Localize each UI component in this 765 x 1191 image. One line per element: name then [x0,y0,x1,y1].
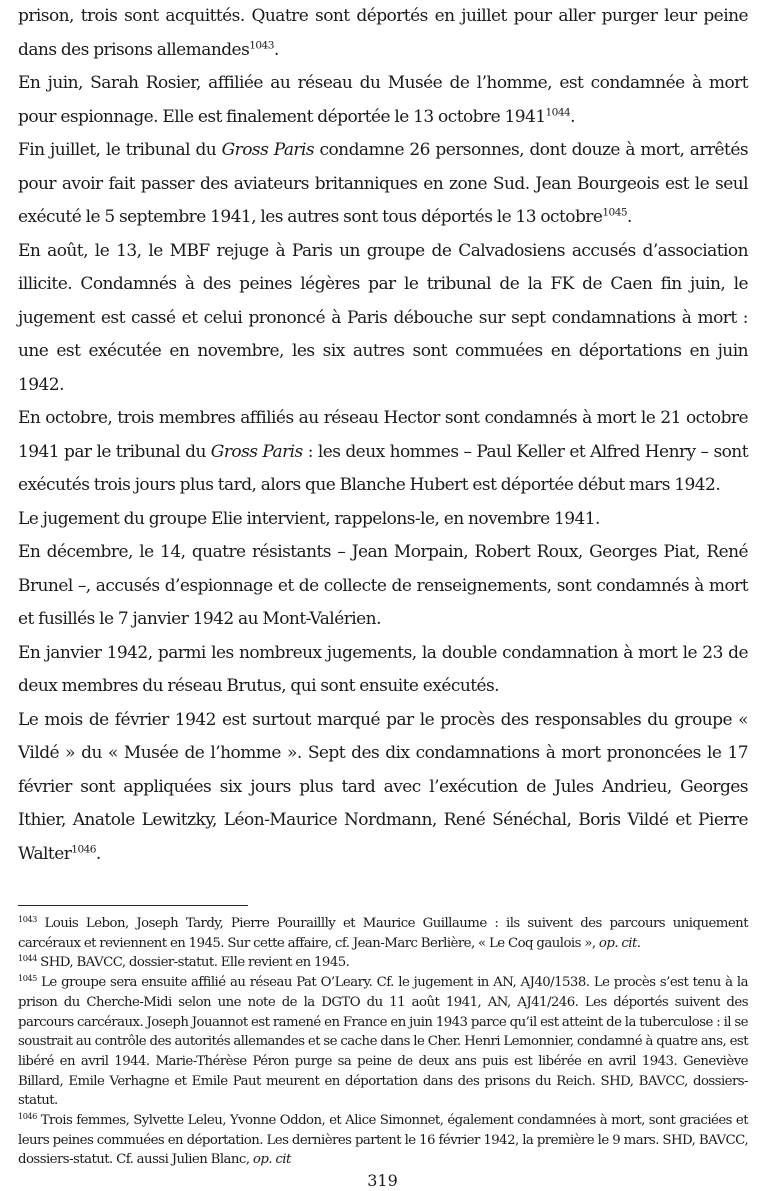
footnote-reference[interactable]: 1044 [545,106,571,119]
footnote-number: 1045 [18,973,37,984]
footnote-number: 1043 [18,914,37,925]
footnote-reference[interactable]: 1045 [602,206,628,219]
paragraph: En juin, Sarah Rosier, affiliée au réseau du Musée de l’homme, est condamnée à mort pour espionnage. Elle est finalement déportée le 13 octobre $1941^{1044}$. [18,73,748,127]
footnote-reference[interactable]: 1046 [71,843,96,856]
page-number: 319 [367,1171,398,1190]
paragraph: Fin juillet, le tribunal du Gross Paris condamne 26 personnes, dont douze à mort, arrêtés pour avoir fait passer des aviateurs britanniques en zone Sud. Jean Bourgeois est le seul exécuté le 5 septembre 1941, les autres sont tous déportés le 13 octobre$^{1045}$. [18,140,749,227]
paragraph: En octobre, trois membres affiliés au réseau Hector sont condamnés à mort le 21 octobre 1941 par le tribunal du Gross Paris : les deux hommes – Paul Keller et Alfred Henry – sont exécutés trois jours plus tard, alors que Blanche Hubert est déportée début mars 1942. [18,408,748,495]
footnote [18,973,748,1111]
footnote [18,914,748,953]
footnote-text: Trois femmes, Sylvette Leleu, Yvonne Oddon, et Alice Simonnet, également condamnées à mort, sont graciées et leurs peines commuées en déportation. Les dernières partent le 16 février 1942, la première le 9 mars. SHD, BAVCC, dossiers-statut. Cf. aussi Julien Blanc, op. cit [18,1113,748,1168]
footnote [18,1111,748,1170]
italic-text: op. cit [252,1152,291,1168]
footnotes [18,914,748,1170]
footnote-separator [18,905,248,906]
paragraph: Le mois de février 1942 est surtout marqué par le procès des responsables du groupe « Vildé » du « Musée de l’homme ». Sept des dix condamnations à mort prononcées le 17 février sont appliquées six jours plus tard avec l’exécution de Jules Andrieu, Georges Ithier, Anatole Lewitzky, Léon-Maurice Nordmann, René Sénéchal, Boris Vildé et Pierre Walter$^{1046}$. [18,709,748,864]
footnote-text: SHD, BAVCC, dossier-statut. Elle revient en 1945. [36,955,350,971]
footnote-reference[interactable]: 1043 [249,39,274,52]
paragraph: En décembre, le 14, quatre résistants – Jean Morpain, Robert Roux, Georges Piat, René Brunel –, accusés d’espionnage et de collecte de renseignements, sont condamnés à mort et fusillés le 7 janvier 1942 au Mont-Valérien. [18,542,748,629]
paragraph: Le jugement du groupe Elie intervient, rappelons-le, en novembre 1941. [18,508,600,529]
paragraph: prison, trois sont acquittés. Quatre sont déportés en juillet pour aller purger leur peine dans des prisons allemandes$^{1043}$. [18,6,748,60]
footnote-text: Louis Lebon, Joseph Tardy, Pierre Pouraillly et Maurice Guillaume : ils suivent des parcours uniquement carcéraux et reviennent en 1945. Sur cette affaire, cf. Jean-Marc Berlière, « Le Coq gaulois », op. cit. [18,916,748,951]
italic-text: op. cit. [598,935,641,951]
body-text [18,0,748,871]
italic-text: Gross Paris [210,441,303,462]
footnote-number: 1044 [18,953,37,964]
footnote-text: Le groupe sera ensuite affilié au réseau Pat O’Leary. Cf. le jugement in AN, AJ40/1538. Le procès s’est tenu à la prison du Cherche-Midi selon une note de la DGTO du 11 août 1941, AN, AJ41/246. Les déportés suivent des parcours carcéraux. Joseph Jouannot est ramené en France en juin 1943 parce qu’il est atteint de la tuberculose : il se soustrait au contrôle des autorités allemandes et se cache dans le Cher. Henri Lemonnier, condamné à quatre ans, est libéré en avril 1944. Marie-Thérèse Péron purge sa peine de deux ans puis est libérée en avril 1943. Geneviève Billard, Emile Verhagne et Emile Paut meurent en déportation dans des prisons du Reich. SHD, BAVCC, dossiers-statut. [18,975,748,1109]
paragraph: En janvier 1942, parmi les nombreux jugements, la double condamnation à mort le 23 de deux membres du réseau Brutus, qui sont ensuite exécutés. [18,642,748,696]
footnote-number: 1046 [18,1111,37,1122]
footnote [18,953,748,973]
italic-text: Gross Paris [221,140,315,160]
paragraph: En août, le 13, le MBF rejuge à Paris un groupe de Calvadosiens accusés d’association illicite. Condamnés à des peines légères par le tribunal de la FK de Caen fin juin, le jugement est cassé et celui prononcé à Paris débouche sur sept condamnations à mort : une est exécutée en novembre, les six autres sont commuées en déportations en juin 1942. [18,240,748,395]
